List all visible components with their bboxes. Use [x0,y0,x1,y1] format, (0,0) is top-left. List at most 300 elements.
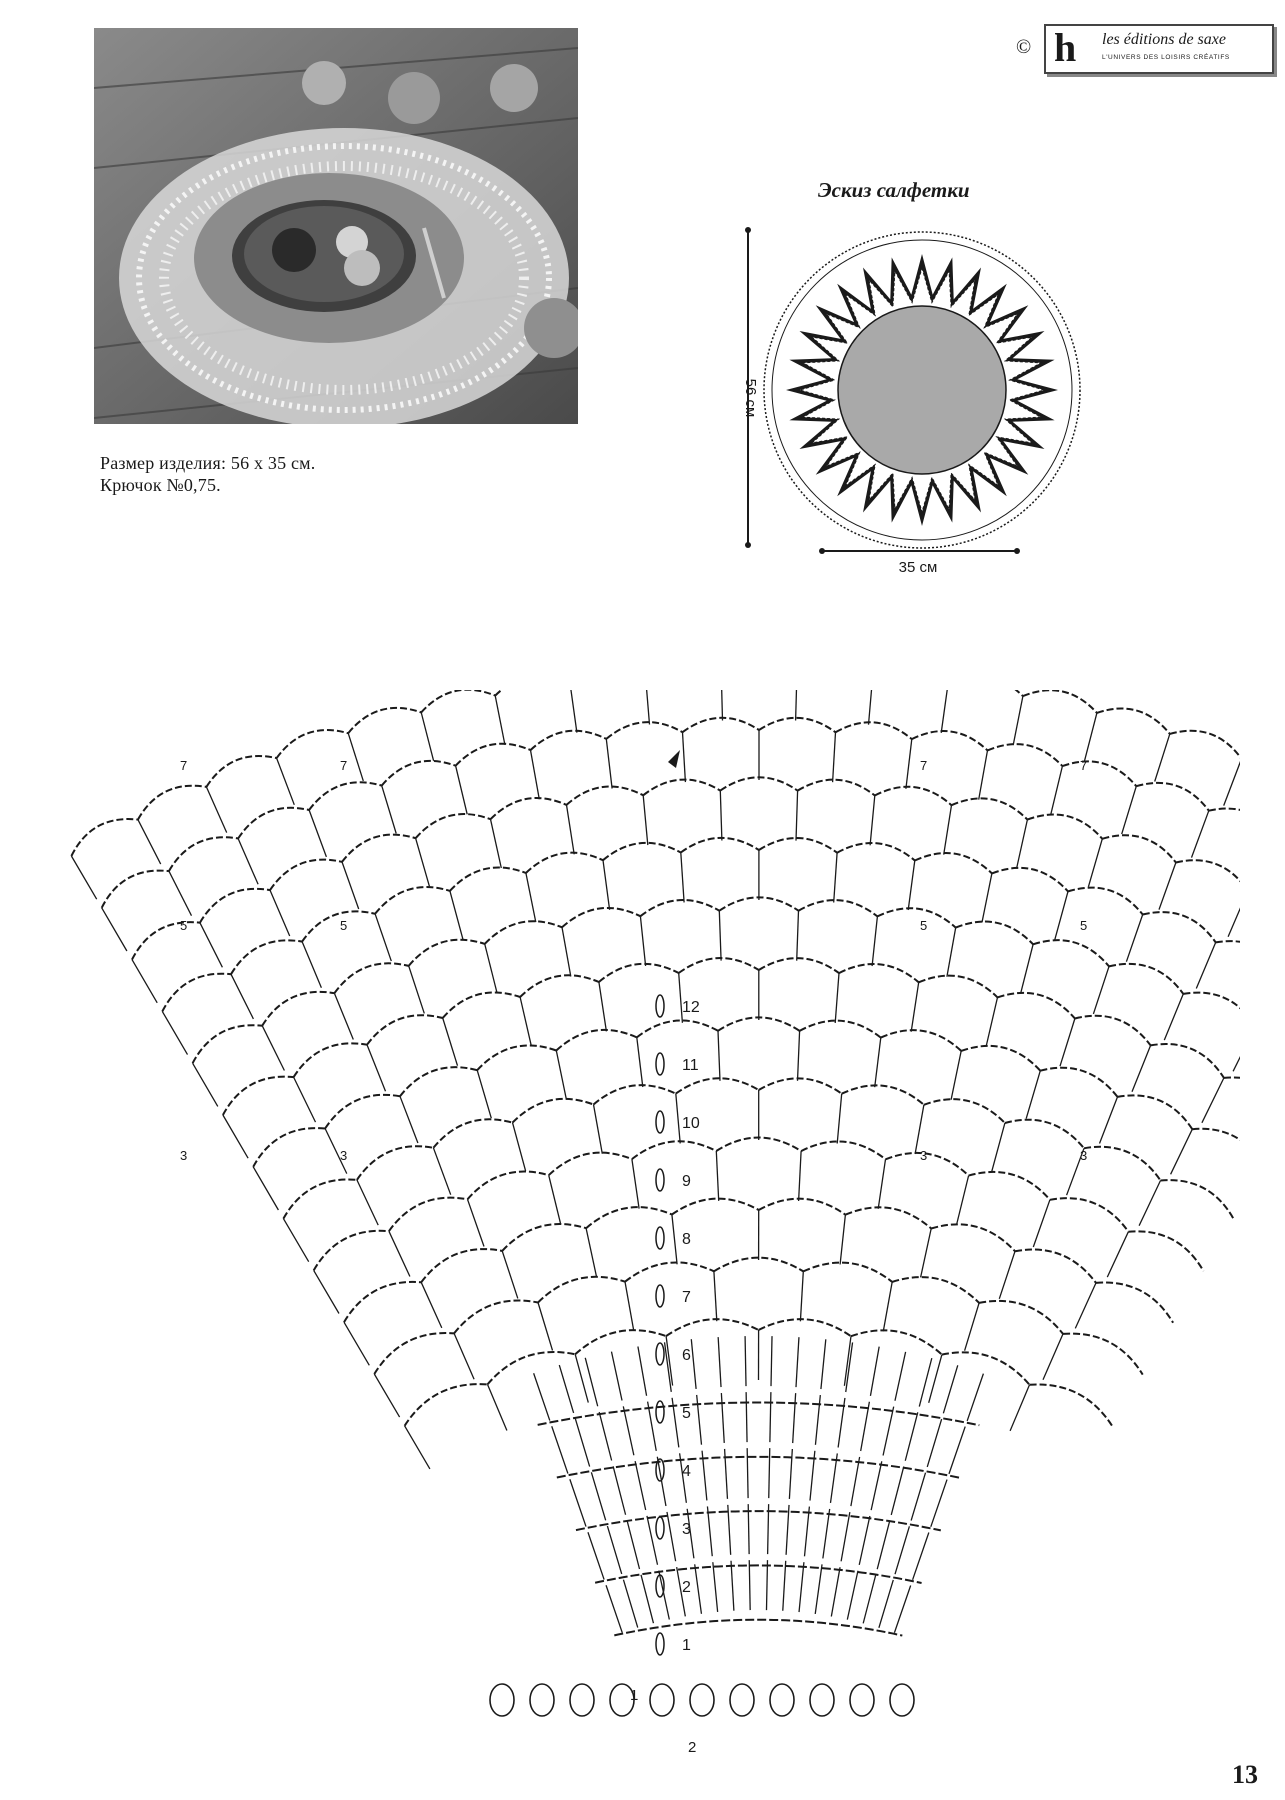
stitch-post [253,1167,278,1210]
treble-stitch [796,1337,799,1387]
chain-loop [800,1021,881,1038]
chain-loop [567,786,644,804]
chain-loop [556,1030,637,1051]
stitch-post [1171,1129,1193,1174]
chain-loop [842,1085,924,1104]
treble-stitch [623,1580,637,1628]
stitch-post [799,1151,802,1201]
treble-stitch [749,1560,750,1610]
stitch-post [796,791,798,841]
treble-stitch [611,1352,622,1401]
hook-line: Крючок №0,75. [100,475,221,495]
chain-loop [632,1141,716,1159]
treble-stitch [783,1561,786,1611]
stitch-post [1196,942,1215,988]
treble-stitch [841,1512,850,1561]
stitch-post [562,927,571,976]
treble-stitch [863,1575,876,1623]
chain-loop [294,1043,367,1077]
stitch-post [837,1094,842,1144]
stitch-post [1075,1283,1096,1329]
stitch-post [672,1215,677,1265]
chain-loop [915,853,992,873]
chain-loop [683,718,760,732]
chain-loop [270,860,342,891]
stitch-post [495,696,505,745]
chain-loop [837,843,915,860]
stitch-post [400,1096,418,1143]
doily-sketch [732,220,1092,585]
treble-stitch [859,1516,870,1565]
treble-row [538,1403,980,1426]
treble-stitch [769,1448,770,1498]
stitch-post [1017,820,1028,869]
chain-loop [603,843,681,860]
chain-loop [1183,993,1240,1027]
stitch-post [526,873,536,922]
chain-loop [491,798,567,819]
stitch-post [491,819,502,868]
chain-loop [477,1045,556,1070]
chain-loop [375,887,450,914]
treble-stitch [879,1580,893,1628]
chain-loop [931,1224,1015,1251]
chain-loop [979,1301,1063,1334]
sketch-height-label: 56 см [742,378,759,418]
treble-stitch [635,1461,646,1510]
stitch-post [645,690,649,725]
stitch-post [797,911,799,961]
chain-loop [206,756,276,787]
petal-motif [530,1684,554,1716]
treble-row [595,1565,921,1583]
page-number: 13 [1232,1760,1258,1789]
stitch-post [520,997,531,1046]
stitch-post [1033,1200,1050,1247]
stitch-post [834,853,837,903]
chain-loop [1015,1250,1096,1283]
chain-loop [526,853,603,873]
stitch-post [1155,734,1170,782]
petal-motif [810,1684,834,1716]
stitch-post [1043,1334,1063,1380]
chain-loop [1030,1384,1113,1426]
treble-stitch [949,1427,965,1474]
treble-stitch [821,1339,826,1389]
treble-stitch [771,1336,772,1386]
chain-loop [502,1224,586,1251]
chain-loop [443,992,520,1018]
stitch-post [277,758,295,805]
petal-motif [890,1684,914,1716]
stitch-post [606,739,612,789]
chain-loop [348,708,421,733]
chain-loop [948,690,1023,696]
stitch-post [683,732,686,782]
chain-loop [421,1249,502,1282]
stitch-post [421,1282,442,1328]
stitch-post [906,739,912,789]
chain-loop [851,1330,942,1354]
chain-loop [942,1352,1030,1384]
chain-loop [238,808,309,839]
treble-stitch [641,1575,653,1623]
stitch-post [193,1063,218,1106]
stitch-post [485,944,497,993]
chain-loop [799,900,878,916]
publisher-name: les éditions de saxe [1102,31,1226,48]
treble-stitch [877,1521,890,1569]
chain-loop [606,722,682,739]
chain-loop [679,958,759,973]
chain-loop [433,1119,512,1148]
stitch-post [1093,966,1109,1014]
chain-loop [952,798,1028,819]
stitch-post [502,1251,518,1299]
stitch-post [999,1251,1015,1299]
treble-stitch [606,1585,622,1632]
chain-loop [488,1352,576,1384]
chain-loop [200,889,270,923]
chain-loop [1096,1283,1173,1323]
row-label: 2 [682,1579,691,1596]
chain-loop [132,922,200,959]
treble-stitch [591,1472,605,1520]
chain-loop [672,1199,759,1215]
stitch-post [1164,994,1183,1040]
treble-stitch [883,1407,894,1456]
stitch-post [223,1115,248,1158]
chain-count-label: 3 [180,1148,188,1163]
treble-stitch [623,1406,634,1455]
chain-loop [643,780,720,796]
stitch-post [908,861,915,911]
chain-count-label: 3 [1080,1148,1088,1163]
treble-stitch [770,1392,771,1442]
chain-loop [798,780,875,796]
spine-chain [656,1633,664,1655]
chain-loop [374,1333,454,1374]
spine-chain [656,1053,664,1075]
treble-stitch [552,1426,568,1473]
stitch-post [334,993,353,1039]
stitch-post [835,973,839,1023]
chain-loop [637,1020,718,1037]
row-label: 1 [682,1637,691,1654]
stitch-post [454,1333,474,1379]
stitch-post [951,1051,961,1100]
chain-loop [803,1263,892,1282]
chain-loop [924,1099,1005,1123]
chain-loop [138,786,207,820]
stitch-post [1088,839,1102,887]
stitch-post [382,786,397,834]
chain-loop [456,744,531,766]
treble-stitch [721,1393,724,1443]
stitch-post [1084,713,1097,761]
chain-loop [640,900,719,916]
stitch-post [796,690,797,721]
stitch-post [915,1105,924,1154]
petal-motif [690,1684,714,1716]
stitch-post [367,1045,386,1092]
petal-motif [490,1684,514,1716]
sketch-center [838,306,1006,474]
stitch-post [262,1026,284,1071]
stitch-post [375,914,391,961]
chain-loop [1063,1334,1143,1375]
stitch-post [992,1123,1005,1171]
stitch-post [389,1231,410,1276]
treble-stitch [905,1412,918,1460]
chain-loop [666,1319,759,1336]
stitch-post [982,873,992,922]
treble-stitch [895,1352,906,1401]
stitch-post [941,690,948,733]
chain-loop [405,1384,488,1426]
chain-loop [919,976,998,998]
treble-stitch [967,1374,983,1421]
treble-stitch [931,1480,947,1527]
chain-loop [223,1077,294,1115]
size-line: Размер изделия: 56 x 35 см. [100,453,316,473]
chain-loop [389,1198,468,1232]
chain-loop [1224,1077,1240,1115]
stitch-post [716,1151,718,1201]
treble-stitch [695,1564,702,1614]
stitch-post [342,862,359,909]
spine-chain [656,1111,664,1133]
petal-motif [570,1684,594,1716]
treble-stitch [895,1526,909,1574]
stitch-post [1026,1071,1040,1119]
chain-count-label: 5 [340,918,348,933]
stitch-post [640,916,645,966]
stitch-post [374,1374,399,1417]
treble-stitch [894,1585,910,1632]
treble-stitch [588,1532,604,1579]
spine-chain [656,1285,664,1307]
chain-loop [586,1207,672,1228]
stitch-post [1224,759,1240,806]
stitch-post [681,853,684,903]
stitch-post [1055,891,1068,939]
petal-motif [770,1684,794,1716]
chain-loop [1068,888,1143,915]
chain-loop [1192,1129,1240,1168]
treble-stitch [534,1373,550,1420]
stitch-post [878,1159,885,1209]
chain-loop [302,911,375,941]
chain-loop [277,730,349,758]
stitch-post [603,860,610,910]
chain-loop [881,1030,961,1051]
stitch-post [238,839,258,885]
stitch-post [875,1038,881,1088]
treble-stitch [728,1505,731,1555]
chain-loop [1023,690,1097,713]
chain-loop [1062,761,1136,786]
doily-photo [94,28,578,424]
petal-motif [730,1684,754,1716]
petal-motif [850,1684,874,1716]
chain-loop [1161,1180,1234,1219]
stitch-post [594,1105,603,1154]
chain-loop [325,1095,400,1129]
stitch-post [921,1229,932,1278]
stitch-post [556,1051,566,1100]
chain-loop [513,1099,594,1123]
chain-loop [759,718,836,732]
stitch-post [570,690,577,733]
chain-loop [1118,1095,1193,1129]
chain-loop [421,690,495,712]
stitch-post [632,1159,639,1209]
treble-stitch [691,1339,696,1389]
chain-loop [382,761,456,786]
chain-loop [1136,783,1209,811]
chain-loop [759,958,839,973]
sketch-width-label: 35 см [898,559,938,576]
crochet-diagram [40,690,1240,1765]
treble-stitch [847,1571,858,1620]
treble-stitch [943,1365,957,1413]
stitch-post [1159,863,1176,910]
stitch-post [270,890,290,936]
chain-loop [531,731,607,750]
treble-stitch [559,1365,573,1413]
stitch-post [283,1219,308,1262]
chain-count-label: 7 [340,758,348,773]
chain-loop [845,1207,931,1228]
product-info [100,452,315,496]
chain-loop [454,1300,538,1333]
stitch-post [488,1384,507,1430]
stitch-post [798,1031,800,1081]
stitch-post [944,805,952,854]
treble-stitch [667,1512,676,1561]
stitch-post [676,1094,680,1144]
treble-stitch [927,1419,941,1467]
chain-loop [262,992,334,1026]
stitch-post [1192,811,1209,858]
chain-loop [1209,809,1240,840]
chain-loop [625,1262,714,1281]
chain-loop [1170,731,1240,759]
chain-loop [162,974,231,1012]
stitch-post [1202,1078,1224,1123]
petal-motif [650,1684,674,1716]
chain-loop [1097,708,1170,733]
stitch-post [1132,1045,1151,1091]
stitch-post [986,997,997,1046]
treble-stitch [831,1567,840,1616]
chain-loop [969,1172,1050,1200]
stitch-post [433,1148,450,1195]
stitch-post [1107,1232,1128,1277]
stitch-post [513,1123,526,1171]
chain-count-label: 5 [1080,918,1088,933]
treble-stitch [731,1561,734,1611]
copyright-symbol: © [1016,36,1032,58]
row-label: 4 [682,1463,691,1480]
logo-mark-icon: h [1054,25,1077,70]
chain-loop [1050,1198,1129,1232]
stitch-post [348,733,363,781]
chain-loop [1075,1016,1151,1046]
treble-stitch [870,1347,879,1396]
stitch-post [1122,786,1137,834]
row-label: 9 [682,1173,691,1190]
chain-loop [892,1277,979,1303]
stitch-post [721,690,722,721]
stitch-post [720,791,722,841]
chain-loop [309,782,382,810]
chain-loop [1216,941,1240,975]
chain-count-label: 3 [340,1148,348,1163]
chain-loop [283,1179,357,1218]
treble-stitch [613,1466,625,1514]
stitch-post [870,796,875,846]
chain-loop [992,868,1068,892]
spine-chain [656,1169,664,1191]
chain-loop [956,922,1033,945]
stitch-post [531,750,540,799]
chain-loop [468,1172,549,1200]
treble-stitch [746,1392,747,1442]
treble-stitch [648,1402,657,1451]
spine-chain [656,1517,664,1539]
chain-count-label: 7 [1080,758,1088,773]
stitch-post [840,1215,845,1265]
stitch-post [1228,891,1240,937]
chain-loop [71,819,137,856]
treble-stitch [599,1412,611,1460]
chain-loop [357,1146,434,1180]
stitch-post [586,1228,597,1277]
stitch-post [549,1175,561,1224]
treble-stitch [861,1402,870,1451]
stitch-post [294,1077,316,1122]
chain-loop [193,1025,263,1063]
treble-stitch [793,1393,796,1443]
spine-chain [656,995,664,1017]
chain-loop [912,731,988,750]
stitch-post [138,820,161,865]
treble-row [557,1457,960,1478]
chain-loop [416,814,491,838]
treble-stitch [911,1473,925,1521]
stitch-post [231,974,253,1019]
stitch-post [833,732,836,782]
stitch-post [567,805,575,854]
treble-stitch [657,1457,666,1506]
treble-stitch [805,1507,810,1557]
chain-loop [538,1277,625,1303]
stitch-post [599,982,607,1031]
chain-loop [1027,815,1102,839]
treble-stitch [697,1395,702,1445]
chain-loop [562,908,640,927]
chain-count-label: 7 [180,758,188,773]
treble-row [614,1620,902,1636]
stitch-post [314,1270,339,1313]
stitch-post [1010,1385,1029,1431]
stitch-post [71,856,96,899]
spine-chain [656,1401,664,1423]
chain-loop [1084,1147,1161,1181]
treble-stitch [575,1419,589,1467]
